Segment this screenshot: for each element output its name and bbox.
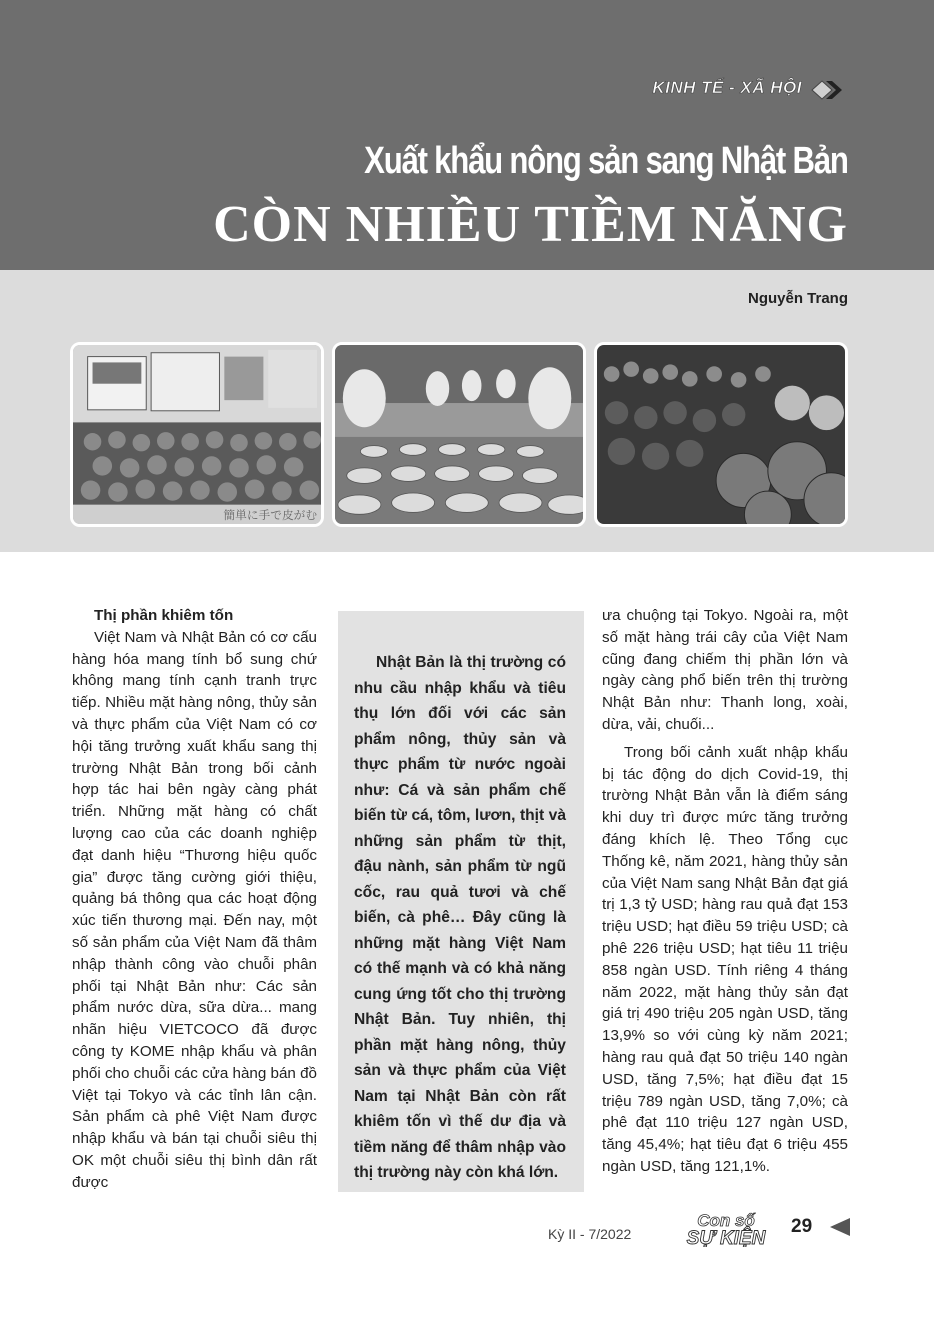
photo-fresh-produce [594,342,848,527]
body-paragraph: Việt Nam và Nhật Bản có cơ cấu hàng hóa mang tính bổ sung chứ không mang tính cạnh tranh trực tiếp. Nhiều mặt hàng nông, thủy sản và thực phẩm của Việt Nam có cơ hội tăng trưởng xuất khẩu sang thị trường Nhật Bản trong bối cảnh hợp tác hai bên ngày càng phát triển. Những mặt hàng có chất lượng cao của các doanh nghiệp đạt danh hiệu “Thương hiệu quốc gia” được tăng cường giới thiệu, quảng bá thông qua các hoạt động xúc tiến thương mại. Đến nay, một số sản phẩm của Việt Nam đã thâm nhập thành công vào chuỗi phân phối tại Nhật Bản như: Các sản phẩm nước dừa, sữa dừa... mang nhãn hiệu VIETCOCO đã được công ty KOME nhập khẩu và phân phối cho chuỗi các cửa hàng bán đồ Việt tại Tokyo và các tỉnh lân cận. Sản phẩm cà phê Việt Nam được nhập khẩu và bán tại chuỗi siêu thị OK một chuỗi siêu thị bình dân rất được [72,628,317,1191]
header-band [0,0,934,270]
article-title-line2: CÒN NHIỀU TIỀM NĂNG [213,196,848,253]
article-column-1 [72,605,317,1194]
photo-fruit-display [70,342,324,527]
body-paragraph: ưa chuộng tại Tokyo. Ngoài ra, một số mặt hàng trái cây của Việt Nam cũng đang chiếm thị phần lớn và ngày càng phổ biến trên thị trường Nhật Bản như: Thanh long, xoài, dừa, vải, chuối... [602,607,848,733]
article-title-line1: Xuất khẩu nông sản sang Nhật Bản [364,140,848,182]
body-paragraph: Trong bối cảnh xuất nhập khẩu bị tác động do dịch Covid-19, thị trường Nhật Bản vẫn là điểm sáng khi duy trì được mức tăng trưởng đáng khích lệ. Theo Tổng cục Thống kê, năm 2021, hàng thủy sản của Việt Nam sang Nhật Bản đạt giá trị 1,3 tỷ USD; hàng rau quả đạt 153 triệu USD; hạt điều 59 triệu USD; cà phê 226 triệu USD; hạt tiêu 11 triệu 858 ngàn USD. Tính riêng 4 tháng năm 2022, mặt hàng thủy sản đạt giá trị 490 triệu 205 ngàn USD, tăng 13,9% so với cùng kỳ năm 2021; hàng rau quả đạt 50 triệu 140 ngàn USD, tăng 7,5%; hạt điều đạt 15 triệu 789 ngàn USD, tăng 7,0%; cà phê đạt 110 triệu 127 ngàn USD, tăng 45,4%; hạt tiêu đạt 6 triệu 455 ngàn USD, tăng 121,1%. [602,743,848,1175]
author-name: Nguyễn Trang [747,290,848,307]
photo-processing-factory [332,342,586,527]
magazine-logo [670,1209,782,1247]
page-arrow-icon [828,1217,852,1237]
page-number: 29 [791,1216,813,1237]
photo-caption: 簡単に手で皮がむ [223,508,318,523]
issue-label: Kỳ II - 7/2022 [548,1226,632,1242]
callout-text [354,650,566,1186]
double-chevron-icon [810,78,850,102]
article-column-3 [602,605,848,1178]
logo-line1: Con số [697,1211,755,1230]
callout-paragraph: Nhật Bản là thị trường có nhu cầu nhập khẩu và tiêu thụ lớn đối với các sản phẩm nông, thủy sản và thực phẩm từ nước ngoài như: Cá và sản phẩm chế biến từ cá, tôm, lươn, thịt và những sản phẩm từ thịt, đậu nành, sản phẩm từ ngũ cốc, rau quả tươi và chế biến, cà phê… Đây cũng là những mặt hàng Việt Nam có thế mạnh và có khả năng cung ứng tốt cho thị trường Nhật Bản. Tuy nhiên, thị phần mặt hàng nông, thủy sản và thực phẩm của Việt Nam tại Nhật Bản còn rất khiêm tốn vì thế dư địa và tiềm năng để thâm nhập vào thị trường này còn khá lớn. [354,654,566,1181]
section-tag: KINH TẾ - XÃ HỘI [652,78,802,97]
section-subheading: Thị phần khiêm tốn [94,607,234,624]
logo-line2: SỰ KIỆN [686,1228,766,1247]
